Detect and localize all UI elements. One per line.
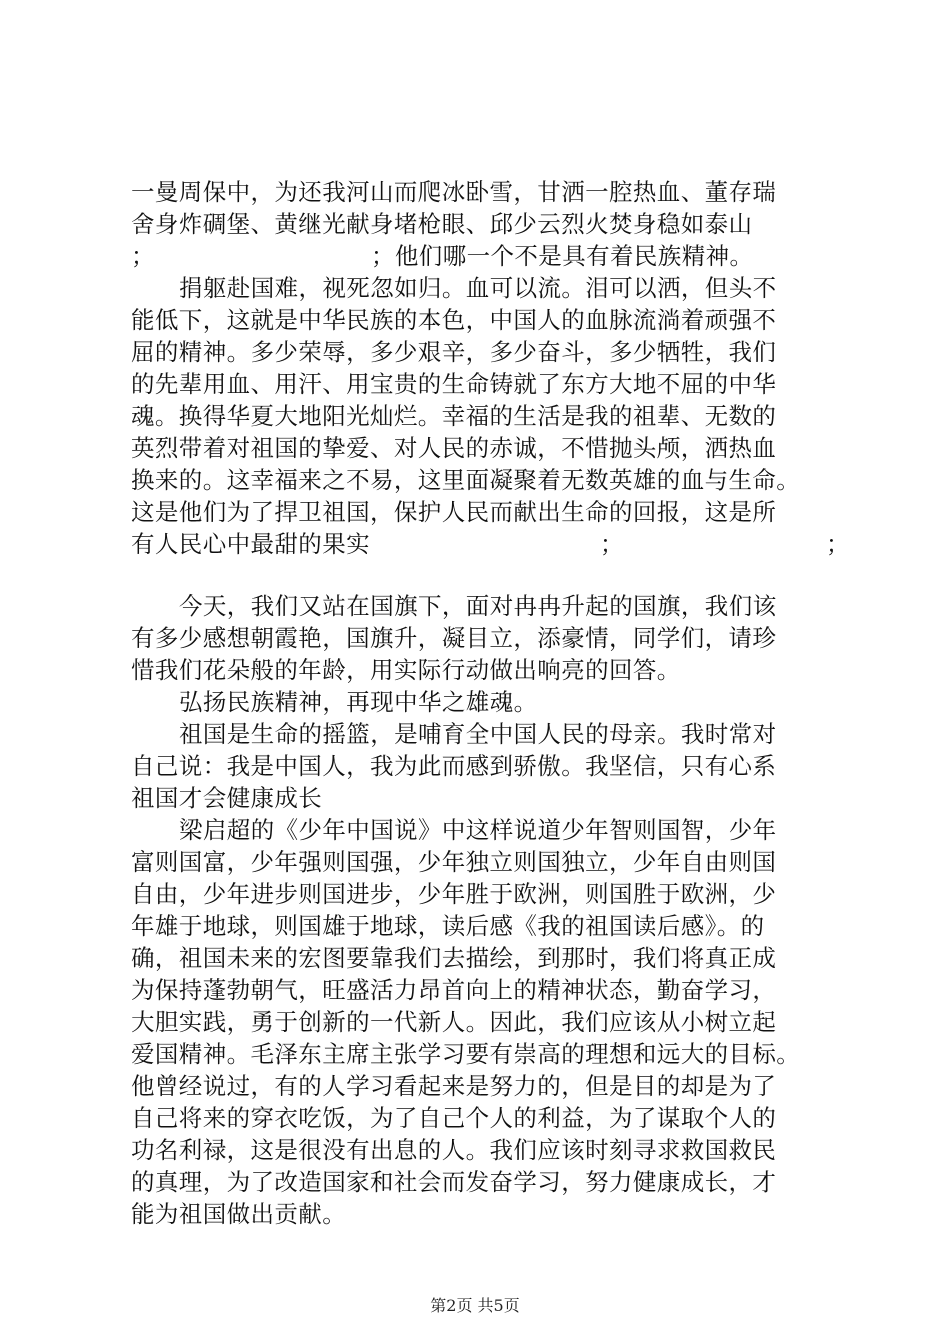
text-line: 为保持蓬勃朝气，旺盛活力昂首向上的精神状态，勤奋学习， bbox=[131, 976, 777, 1004]
paragraph-start: 捐躯赴国难，视死忽如归。血可以流。泪可以洒，但头不 bbox=[179, 274, 777, 302]
text-line: ； bbox=[826, 530, 850, 558]
text-line: 有多少感想朝霞艳，国旗升，凝目立，添豪情，同学们，请珍 bbox=[131, 624, 777, 652]
paragraph-start: 祖国是生命的摇篮，是哺育全中国人民的母亲。我时常对 bbox=[179, 720, 777, 748]
text-line: 的真理，为了改造国家和社会而发奋学习，努力健康成长，才 bbox=[131, 1168, 777, 1196]
paragraph-start: 弘扬民族精神，再现中华之雄魂。 bbox=[179, 688, 538, 716]
text-line: ； bbox=[600, 530, 624, 558]
text-line: 年雄于地球，则国雄于地球，读后感《我的祖国读后感》。的 bbox=[131, 912, 765, 940]
text-line: 确，祖国未来的宏图要靠我们去描绘，到那时，我们将真正成 bbox=[131, 944, 777, 972]
text-line: 舍身炸碉堡、黄继光献身堵枪眼、邱少云烈火焚身稳如泰山 bbox=[131, 210, 753, 238]
text-line: 英烈带着对祖国的挚爱、对人民的赤诚，不惜抛头颅，洒热血 bbox=[131, 434, 777, 462]
text-line: 惜我们花朵般的年龄，用实际行动做出响亮的回答。 bbox=[131, 656, 681, 684]
text-line: 一曼周保中，为还我河山而爬冰卧雪，甘洒一腔热血、董存瑞 bbox=[131, 178, 777, 206]
text-line: 他曾经说过，有的人学习看起来是努力的，但是目的却是为了 bbox=[131, 1072, 777, 1100]
text-line: 大胆实践，勇于创新的一代新人。因此，我们应该从小树立起 bbox=[131, 1008, 777, 1036]
paragraph-start: 今天，我们又站在国旗下，面对冉冉升起的国旗，我们该 bbox=[179, 592, 777, 620]
text-line: 换来的。这幸福来之不易，这里面凝聚着无数英雄的血与生命。 bbox=[131, 466, 801, 494]
page-footer: 第2页 共5页 bbox=[430, 1296, 520, 1315]
text-line: 祖国才会健康成长 bbox=[131, 784, 323, 812]
text-line: 功名利禄，这是很没有出息的人。我们应该时刻寻求救国救民 bbox=[131, 1136, 777, 1164]
text-line: 的先辈用血、用汗、用宝贵的生命铸就了东方大地不屈的中华 bbox=[131, 370, 777, 398]
text-line: 爱国精神。毛泽东主席主张学习要有崇高的理想和远大的目标。 bbox=[131, 1040, 801, 1068]
text-line: 屈的精神。多少荣辱，多少艰辛，多少奋斗，多少牺牲，我们 bbox=[131, 338, 777, 366]
text-line: ；他们哪一个不是具有着民族精神。 bbox=[371, 242, 754, 270]
text-line: 自己说：我是中国人，我为此而感到骄傲。我坚信，只有心系 bbox=[131, 752, 777, 780]
paragraph-start: 梁启超的《少年中国说》中这样说道少年智则国智，少年 bbox=[179, 816, 777, 844]
text-line: 有人民心中最甜的果实 bbox=[131, 530, 370, 558]
text-line: ； bbox=[131, 242, 155, 270]
text-line: 自己将来的穿衣吃饭，为了自己个人的利益，为了谋取个人的 bbox=[131, 1104, 777, 1132]
text-line: 这是他们为了捍卫祖国，保护人民而献出生命的回报，这是所 bbox=[131, 498, 777, 526]
text-line: 自由，少年进步则国进步，少年胜于欧洲，则国胜于欧洲，少 bbox=[131, 880, 777, 908]
text-line: 能低下，这就是中华民族的本色，中国人的血脉流淌着顽强不 bbox=[131, 306, 777, 334]
text-line: 能为祖国做出贡献。 bbox=[131, 1200, 347, 1228]
text-line: 魂。换得华夏大地阳光灿烂。幸福的生活是我的祖辈、无数的 bbox=[131, 402, 777, 430]
text-line: 富则国富，少年强则国强，少年独立则国独立，少年自由则国 bbox=[131, 848, 777, 876]
